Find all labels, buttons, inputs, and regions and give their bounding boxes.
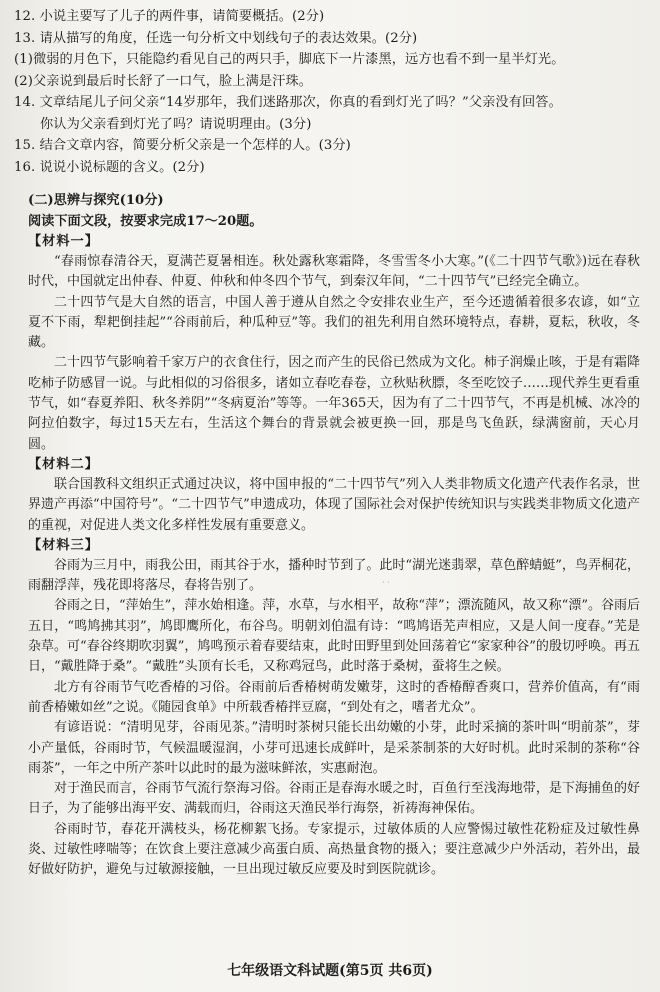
material-2-paragraph: 联合国教科文组织正式通过决议，将中国申报的“二十四节气”列入人类非物质文化遗产代表作名录，世界遗产再添“中国符号”。“二十四节气”申遗成功，体现了国际社会对保护传统知识与实践类非物质文化遗产的重视，对促进人类文化多样性发展有重要意义。 (28, 476, 640, 533)
material-3-label: 【材料三】 (28, 537, 99, 553)
question-14-continued: 你认为父亲看到灯光了吗？请说明理由。(3分) (40, 116, 312, 132)
question-15: 15. 结合文章内容，简要分析父亲是一个怎样的人。(3分) (14, 138, 351, 153)
question-list (14, 6, 650, 178)
material-3-paragraph: 谷雨时节，春花开满枝头，杨花柳絮飞扬。专家提示，过敏体质的人应警惕过敏性花粉症及过敏性鼻炎、过敏性哮喘等；在饮食上要注意减少高蛋白质、高热量食物的摄入；要注意减少户外活动，若外出，最好做好防护，避免与过敏源接触，一旦出现过敏反应要及时到医院就诊。 (28, 821, 640, 878)
material-3-paragraph: 对于渔民而言，谷雨节气流行祭海习俗。谷雨正是春海水暖之时，百鱼行至浅海地带，是下海捕鱼的好日子，为了能够出海平安、满载而归，谷雨这天渔民举行海祭，祈祷海神保佑。 (28, 781, 640, 817)
question-14: 14. 文章结尾儿子问父亲“14岁那年，我们迷路那次，你真的看到灯光了吗？”父亲没有回答。 (14, 95, 562, 110)
material-1-paragraph: “春雨惊春清谷天，夏满芒夏暑相连。秋处露秋寒霜降，冬雪雪冬小大寒。”(《二十四节气歌》)远在春秋时代，中国就定出仲春、仲夏、仲秋和仲冬四个节气，到秦汉年间，“二十四节气”已经完全确立。 (28, 254, 640, 290)
material-3-paragraph: 谷雨为三月中，雨我公田，雨其谷于水，播种时节到了。此时“湖光迷翡翠，草色醉蜻蜓”，鸟弄桐花，雨翻浮萍，残花即将落尽，春将告别了。 (28, 557, 640, 594)
material-1-paragraph: 二十四节气是大自然的语言，中国人善于遵从自然之令安排农业生产，至今还遗循着很多农谚，如“立夏不下雨，犁耙倒挂起”“谷雨前后，种瓜种豆”等。我们的祖先利用自然环境特点，春耕，夏耘，秋收，冬藏。 (28, 294, 640, 351)
section-two (28, 190, 640, 881)
section-instruction: 阅读下面文段，按要求完成17～20题。 (28, 214, 263, 229)
question-16: 16. 说说小说标题的含义。(2分) (14, 159, 205, 175)
question-13-sentence-1: (1)微弱的月色下，只能隐约看见自己的两只手，脚底下一片漆黑，远方也看不到一星半灯光。 (14, 52, 565, 67)
question-13: 13. 请从描写的角度，任选一句分析文中划线句子的表达效果。(2分) (14, 30, 418, 46)
material-1-paragraph: 二十四节气影响着千家万户的衣食住行，因之而产生的民俗已然成为文化。柿子润燥止咳，于是有霜降吃柿子防感冒一说。与此相似的习俗很多，诸如立春吃春卷，立秋贴秋膘，冬至吃饺子……现代养生更看重节气，如“春夏养阳、秋冬养阴”“冬病夏治”等等。一年365天，因为有了二十四节气，不再是机械、冰冷的阿拉伯数字，每过15天左右，生活这个舞台的背景就会被更换一回，那是鸟飞鱼跃，绿满窗前，天心月圆。 (28, 355, 640, 452)
page-footer: 七年级语文科试题(第5页 共6页) (227, 963, 433, 979)
material-1-label: 【材料一】 (28, 234, 99, 249)
stray-print-mark: · · (382, 578, 390, 587)
question-12: 12. 小说主要写了儿子的两件事，请简要概括。(2分) (14, 9, 325, 24)
material-3-paragraph: 有谚语说：“清明见芽，谷雨见茶。”清明时茶树只能长出幼嫩的小芽，此时采摘的茶叶叫“明前茶”，芽小产量低，谷雨时节，气候温暖湿润，小芽可迅速长成鲜叶，是采茶制茶的大好时机。此时采制的茶称“谷雨茶”，一年之中所产茶叶以此时的最为滋味鲜浓，实惠耐泡。 (28, 720, 640, 776)
material-2-label: 【材料二】 (28, 456, 99, 472)
material-3-paragraph: 北方有谷雨节气吃香椿的习俗。谷雨前后香椿树萌发嫩芽，这时的香椿醇香爽口，营养价值高，有“雨前香椿嫩如丝”之说。《随园食单》中所载香椿拌豆腐，“到处有之，嗜者尤众”。 (28, 679, 640, 715)
material-3-paragraph: 谷雨之日，“萍始生”，萍水始相逢。萍，水草，与水相平，故称“萍”；漂流随风，故又称“漂”。谷雨后五日，“鸣鸠拂其羽”，鸠即鹰所化，布谷鸟。明朝刘伯温有诗：“鸣鸠语芜声相应，又是人间一度春。”芜是杂草。可“春谷终期吹羽翼”，鸠鸣预示着春要结束，此时田野里到处回荡着它“家家种谷”的殷切呼唤。再五日，“戴胜降于桑”。“戴胜”头顶有长毛，又称鸡冠鸟，此时落于桑树，蚕将生之候。 (28, 598, 640, 675)
question-13-sentence-2: (2)父亲说到最后时长舒了一口气，脸上满是汗珠。 (14, 73, 313, 89)
section-title: (二)思辨与探究(10分) (28, 193, 164, 208)
